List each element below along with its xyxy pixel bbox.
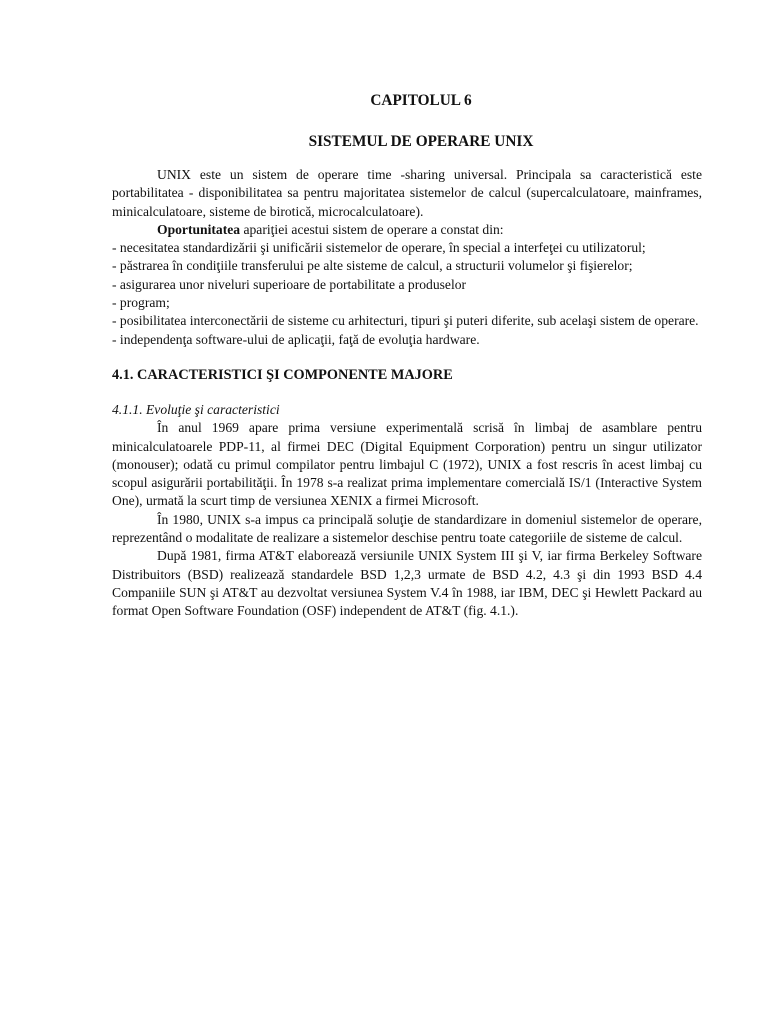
- subsection-heading: 4.1.1. Evoluţie şi caracteristici: [112, 401, 280, 417]
- intro-paragraph: UNIX este un sistem de operare time -sharing universal. Principala sa caracteristică este portabilitatea - disponibilitatea sa pentru majoritatea sistemelor de calcul (supercalculatoare, mainframes, minicalculatoare, sisteme de birotică, microcalculatoare).: [112, 167, 702, 219]
- list-item: - necesitatea standardizării şi unificării sistemelor de operare, în special a interfeţei cu utilizatorul;: [112, 240, 646, 256]
- list-item: - program;: [112, 295, 170, 311]
- list-item: - posibilitatea interconectării de sisteme cu arhitecturi, tipuri şi puteri diferite, sub acelaşi sistem de operare.: [112, 313, 699, 329]
- document-page: [112, 90, 702, 621]
- body-paragraph: În anul 1969 apare prima versiune experimentală scrisă în limbaj de asamblare pentru minicalculatoarele PDP-11, al firmei DEC (Digital Equipment Corporation) pentru un singur utilizator (monouser); odată cu primul compilator pentru limbajul C (1972), UNIX a fost rescris în acest limbaj cu scopul asigurării portabilităţii. În 1978 s-a realizat prima implementare comercială IS/1 (Interactive System One), urmată la scurt timp de versiunea XENIX a firmei Microsoft.: [112, 420, 702, 509]
- list-item: - păstrarea în condiţiile transferului pe alte sisteme de calcul, a structurii volumelor şi fişierelor;: [112, 258, 633, 274]
- section-heading: 4.1. CARACTERISTICI ŞI COMPONENTE MAJORE: [112, 366, 453, 383]
- body-paragraph: După 1981, firma AT&T elaborează versiunile UNIX System III şi V, iar firma Berkeley Software Distribuitors (BSD) realizează standardele BSD 1,2,3 urmate de BSD 4.2, 4.3 şi din 1993 BSD 4.4 Companiile SUN şi AT&T au dezvoltat versiunea System V.4 în 1988, iar IBM, DEC şi Hewlett Packard au format Open Software Foundation (OSF) independent de AT&T (fig. 4.1.).: [112, 548, 702, 619]
- chapter-title: CAPITOLUL 6: [370, 92, 472, 109]
- list-item: - independenţa software-ului de aplicaţii, faţă de evoluţia hardware.: [112, 331, 480, 347]
- opportunity-text: apariţiei acestui sistem de operare a constat din:: [240, 221, 504, 237]
- body-paragraph: În 1980, UNIX s-a impus ca principală soluţie de standardizare in domeniul sistemelor de operare, reprezentând o modalitate de realizare a sistemelor deschise pentru toate categoriile de sisteme de calcul.: [112, 511, 702, 546]
- opportunity-paragraph: [112, 221, 702, 239]
- chapter-subtitle: SISTEMUL DE OPERARE UNIX: [308, 133, 534, 150]
- list-item: - asigurarea unor niveluri superioare de portabilitate a produselor: [112, 276, 467, 292]
- opportunity-bold-term: Oportunitatea: [157, 221, 241, 237]
